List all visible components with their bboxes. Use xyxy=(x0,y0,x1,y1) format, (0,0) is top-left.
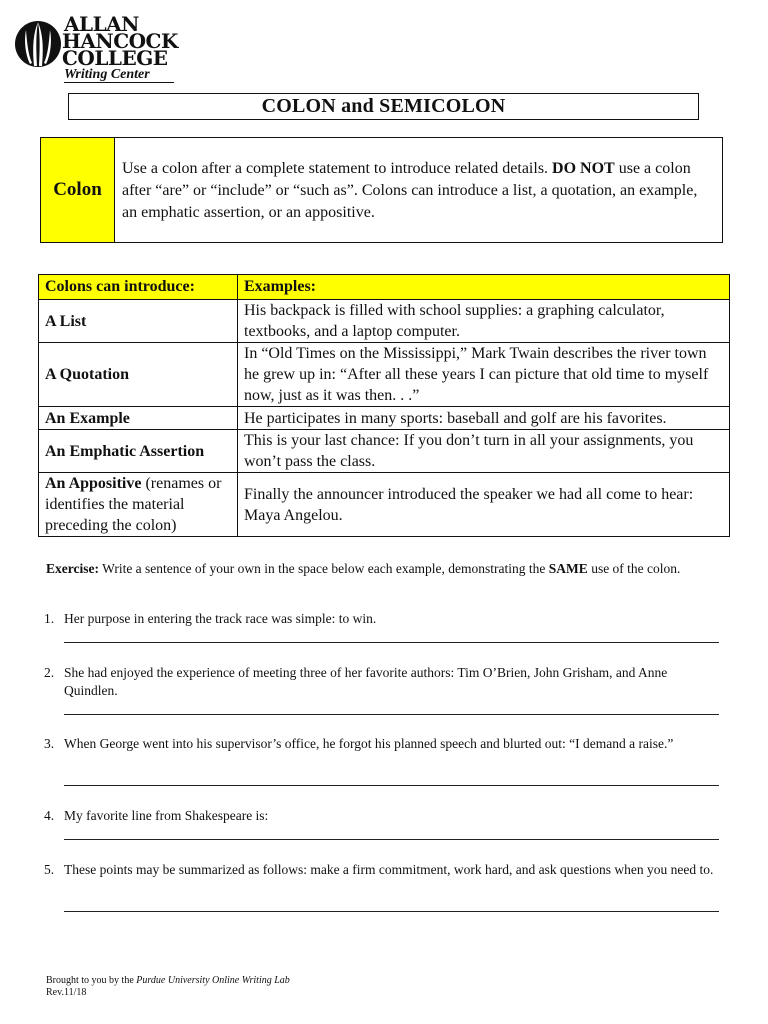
item-text: These points may be summarized as follows: make a firm commitment, work hard, and ask questions when you need to. xyxy=(64,862,714,877)
footer xyxy=(46,975,290,999)
definition-text-part2: use a colon after “are” or “include” or “such as”. Colons can introduce a list, a quotation, an example, an emphatic assertion, or an appositive. xyxy=(122,160,698,221)
exercise-label: Exercise: xyxy=(46,561,99,576)
logo-line-3: COLLEGE xyxy=(62,46,168,70)
answer-line[interactable] xyxy=(64,785,719,786)
item-number: 4. xyxy=(44,808,55,823)
table-row xyxy=(39,343,730,407)
row-term-cell xyxy=(39,407,238,430)
title-box xyxy=(68,93,699,120)
footer-revision: Rev.11/18 xyxy=(46,987,87,998)
exercise-text-bold: SAME xyxy=(548,561,588,576)
logo-rule xyxy=(64,82,174,83)
item-number: 5. xyxy=(44,862,55,877)
table-row xyxy=(39,300,730,343)
colon-definition-box xyxy=(40,137,723,243)
table-row xyxy=(39,407,730,430)
table-row xyxy=(39,430,730,473)
item-text: Her purpose in entering the track race was simple: to win. xyxy=(64,611,377,626)
answer-line[interactable] xyxy=(64,642,719,643)
row-term: An Emphatic Assertion xyxy=(45,442,205,460)
answer-line[interactable] xyxy=(64,714,719,715)
item-number: 1. xyxy=(44,611,55,626)
footer-credit xyxy=(46,975,290,987)
row-term: An Appositive xyxy=(45,475,142,492)
row-term-cell xyxy=(39,343,238,407)
row-term: A Quotation xyxy=(45,366,130,383)
item-text: When George went into his supervisor’s office, he forgot his planned speech and blurted out: “I demand a raise.” xyxy=(64,736,674,751)
row-example: He participates in many sports: baseball and golf are his favorites. xyxy=(238,407,730,430)
row-term: A List xyxy=(45,312,87,330)
row-term-cell xyxy=(39,430,238,473)
definition-text-part1: Use a colon after a complete statement to introduce related details. xyxy=(122,160,553,177)
page-title: COLON and SEMICOLON xyxy=(261,95,506,117)
item-text: She had enjoyed the experience of meeting three of her favorite authors: Tim O’Brien, John Grisham, and Anne Quindlen. xyxy=(64,665,668,698)
exercise-text-part1: Write a sentence of your own in the space below each example, demonstrating the xyxy=(98,561,549,576)
college-emblem-icon xyxy=(14,16,64,72)
definition-label: Colon xyxy=(41,138,115,242)
definition-text xyxy=(115,138,722,242)
row-term-cell xyxy=(39,300,238,343)
row-term-cell xyxy=(39,473,238,537)
row-term-note: (renames or identifies the material preceding the colon) xyxy=(45,475,222,534)
footer-prefix: Brought to you by the xyxy=(46,975,137,986)
college-logo xyxy=(14,14,184,86)
item-text: My favorite line from Shakespeare is: xyxy=(64,808,269,823)
table-row xyxy=(39,473,730,537)
header-colons-can-introduce: Colons can introduce: xyxy=(39,275,238,300)
row-example: This is your last chance: If you don’t turn in all your assignments, you won’t pass the class. xyxy=(238,430,730,473)
answer-line[interactable] xyxy=(64,839,719,840)
logo-line-2: HANCOCK xyxy=(62,29,178,53)
logo-subtitle: Writing Center xyxy=(64,67,150,82)
item-number: 2. xyxy=(44,665,55,680)
footer-source: Purdue University Online Writing Lab xyxy=(136,975,290,986)
logo-line-1: ALLAN xyxy=(64,12,139,36)
definition-text-bold: DO NOT xyxy=(552,160,615,177)
row-example: In “Old Times on the Mississippi,” Mark Twain describes the river town he grew up in: “After all these years I can picture that old time to myself now, just as it was then. . .” xyxy=(238,343,730,407)
row-term: An Example xyxy=(45,409,130,427)
examples-table xyxy=(38,274,730,537)
exercise-instructions xyxy=(46,555,726,583)
answer-line[interactable] xyxy=(64,911,719,912)
row-example: His backpack is filled with school supplies: a graphing calculator, textbooks, and a laptop computer. xyxy=(238,300,730,343)
item-number: 3. xyxy=(44,736,55,751)
header-examples: Examples: xyxy=(238,275,730,300)
exercise-text-part2: use of the colon. xyxy=(587,561,681,576)
table-header-row xyxy=(39,275,730,300)
row-example: Finally the announcer introduced the speaker we had all come to hear: Maya Angelou. xyxy=(238,473,730,537)
